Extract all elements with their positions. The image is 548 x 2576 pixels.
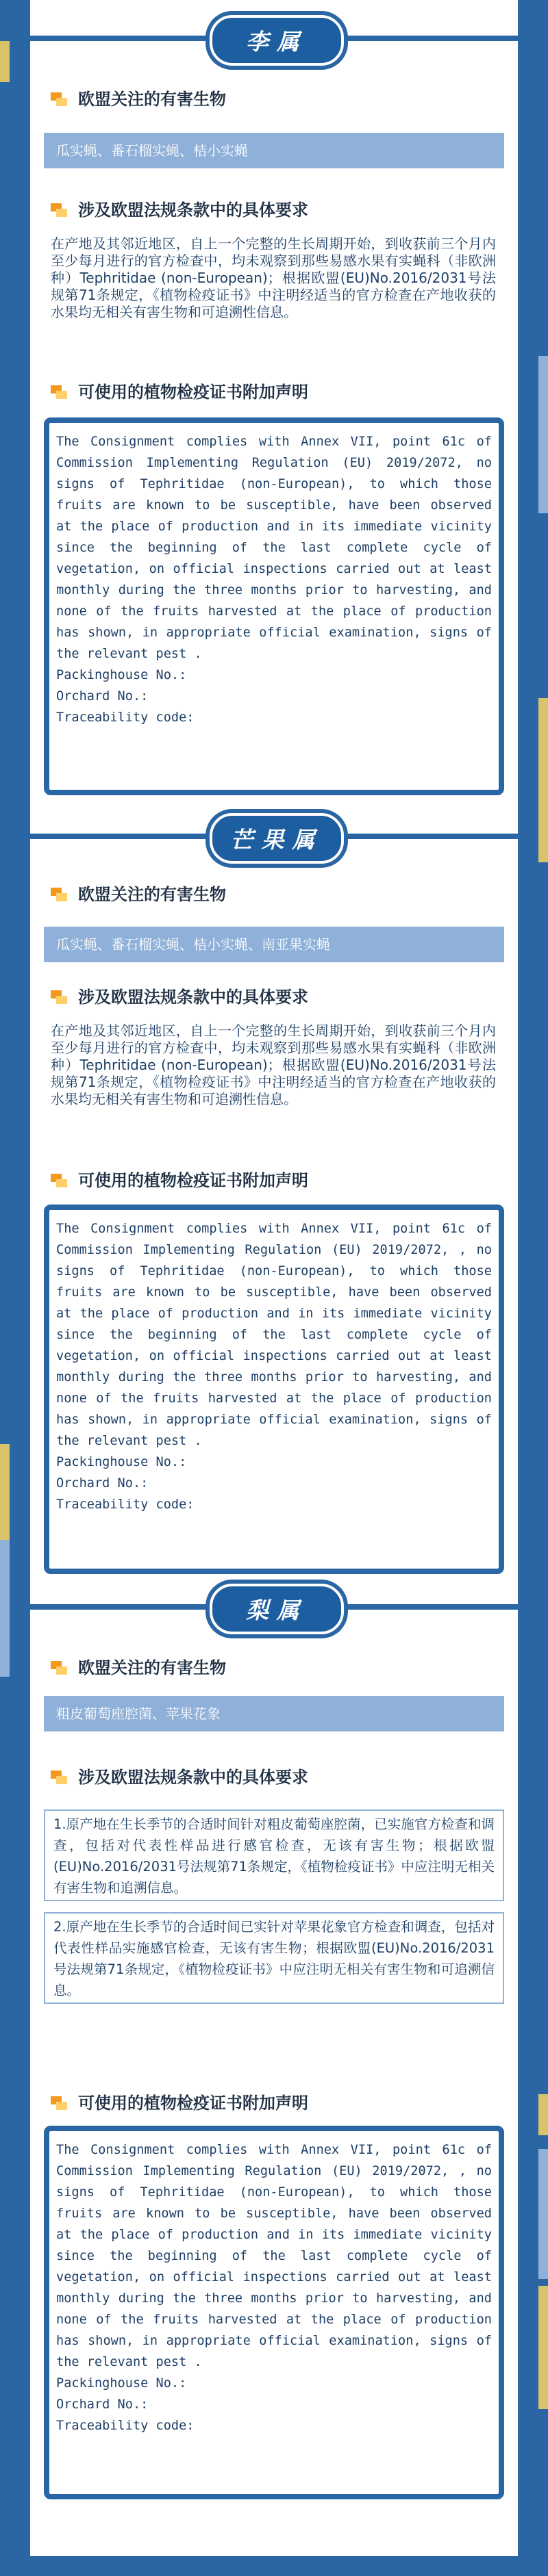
- decor-stripe: [538, 356, 548, 513]
- decor-stripe: [0, 1540, 10, 1677]
- certificate-declaration-text: The Consignment complies with Annex VII, point 61c of Commission Implementing Regulation (EU) 2019/2072, , no signs of Tephritidae (non-European), to which those fruits are known to be susceptible, have been observed at the place of production and in its immediate vicinity since the beginning of the last complete cycle of vegetation, on official inspections carried out at least monthly during the three months prior to harvesting, and none of the fruits harvested at the place of production has shown, in appropriate official examination, signs of the relevant pest . Packinghouse No.: Orchard No.: Traceability code:: [56, 1222, 492, 1512]
- section-banner: [210, 813, 344, 864]
- pests-list: 粗皮葡萄座腔菌、苹果花象: [44, 1696, 504, 1731]
- certificate-declaration-text: The Consignment complies with Annex VII, point 61c of Commission Implementing Regulation (EU) 2019/2072, , no signs of Tephritidae (non-European), to which those fruits are known to be susceptible, have been observed at the place of production and in its immediate vicinity since the beginning of the last complete cycle of vegetation, on official inspections carried out at least monthly during the three months prior to harvesting, and none of the fruits harvested at the place of production has shown, in appropriate official examination, signs of the relevant pest . Packinghouse No.: Orchard No.: Traceability code:: [56, 2143, 492, 2433]
- pests-list: 瓜实蝇、番石榴实蝇、桔小实蝇、南亚果实蝇: [44, 927, 504, 962]
- requirement-item: 2.原产地在生长季节的合适时间已实针对苹果花象官方检查和调查，包括对代表性样品实施感官检查，无该有害生物；根据欧盟(EU)No.2016/2031号法规第71条规定，《植物检疫证书》中应注明无相关有害生物和可追溯信息。: [44, 1912, 504, 2004]
- requirements-text: 在产地及其邻近地区，自上一个完整的生长周期开始，到收获前三个月内至少每月进行的官方检查中，均未观察到那些易感水果有实蝇科（非欧洲种）Tephritidae (non-European)；根据欧盟(EU)No.2016/2031号法规第71条规定，《植物检疫证书》中注明经适当的官方检查在产地收获的水果均无相关有害生物和可追溯性信息。: [51, 1022, 496, 1107]
- requirements-text: 在产地及其邻近地区，自上一个完整的生长周期开始，到收获前三个月内至少每月进行的官方检查中，均未观察到那些易感水果有实蝇科（非欧洲种）Tephritidae (non-European)；根据欧盟(EU)No.2016/2031号法规第71条规定，《植物检疫证书》中注明经适当的官方检查在产地收获的水果均无相关有害生物和可追溯性信息。: [51, 235, 496, 320]
- square-bullet-icon: [51, 888, 67, 901]
- square-bullet-icon: [51, 2096, 67, 2110]
- square-bullet-icon: [51, 1661, 67, 1675]
- requirement-item: 1.原产地在生长季节的合适时间针对粗皮葡萄座腔菌，已实施官方检查和调查，包括对代表性样品进行感官检查，无该有害生物；根据欧盟(EU)No.2016/2031号法规第71条规定，《植物检疫证书》中应注明无相关有害生物和追溯信息。: [44, 1809, 504, 1901]
- decor-stripe: [538, 2094, 548, 2135]
- section-title: 芒果属: [230, 826, 323, 853]
- section-banner: [210, 1584, 344, 1634]
- certificate-declaration-box: [44, 417, 504, 795]
- square-bullet-icon: [51, 385, 67, 399]
- certificate-declaration-text: The Consignment complies with Annex VII, point 61c of Commission Implementing Regulation (EU) 2019/2072, no signs of Tephritidae (non-European), to which those fruits are known to be susceptible, have been observed at the place of production and in its immediate vicinity since the beginning of the last complete cycle of vegetation, on official inspections carried out at least monthly during the three months prior to harvesting, and none of the fruits harvested at the place of production has shown, in appropriate official examination, signs of the relevant pest . Packinghouse No.: Orchard No.: Traceability code:: [56, 435, 492, 725]
- section-banner: [210, 15, 344, 66]
- square-bullet-icon: [51, 1770, 67, 1784]
- decor-stripe: [538, 698, 548, 862]
- pests-list: 瓜实蝇、番石榴实蝇、桔小实蝇: [44, 133, 504, 168]
- square-bullet-icon: [51, 990, 67, 1004]
- section-title: 李属: [246, 28, 308, 55]
- decor-stripe: [0, 1444, 10, 1540]
- certificate-declaration-box: [44, 2126, 504, 2499]
- square-bullet-icon: [51, 1174, 67, 1187]
- certificate-declaration-box: [44, 1205, 504, 1574]
- decor-stripe: [0, 41, 10, 82]
- square-bullet-icon: [51, 203, 67, 217]
- square-bullet-icon: [51, 92, 67, 106]
- decor-stripe: [538, 2149, 548, 2279]
- decor-stripe: [538, 2286, 548, 2409]
- section-title: 梨属: [246, 1597, 308, 1624]
